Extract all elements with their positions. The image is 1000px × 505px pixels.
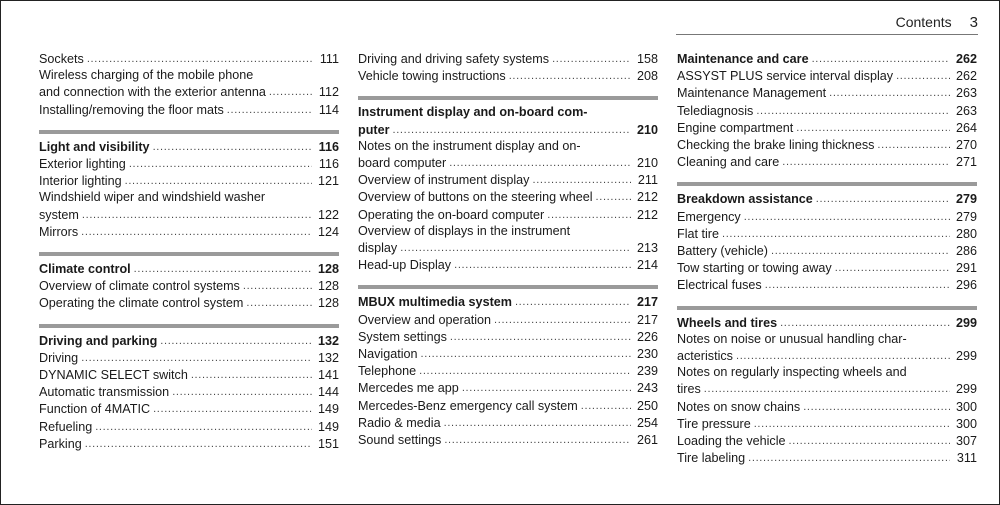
toc-entry[interactable] [677, 84, 977, 101]
toc-page-number: 211 [637, 173, 658, 188]
dot-leader [754, 415, 950, 432]
dot-leader [243, 277, 312, 294]
toc-entry-title: Operating the on-board computer [358, 207, 545, 222]
dot-leader [744, 208, 950, 225]
toc-page-number: 128 [317, 279, 339, 294]
toc-entry-title: Emergency [677, 209, 741, 224]
toc-entry-title: Breakdown assistance [677, 192, 813, 207]
dot-leader [269, 83, 312, 100]
toc-section [358, 50, 658, 84]
toc-entry-title: Checking the brake lining thickness [677, 138, 875, 153]
toc-page-number: 210 [636, 156, 658, 171]
toc-entry-title: Electrical fuses [677, 278, 762, 293]
toc-page-number: 208 [636, 69, 658, 84]
toc-entry-title: DYNAMIC SELECT switch [39, 368, 188, 383]
toc-page-number: 213 [636, 241, 658, 256]
toc-entry-title: Head-up Display [358, 258, 452, 273]
dot-leader [796, 119, 950, 136]
dot-leader [419, 362, 631, 379]
toc-entry-title: Engine compartment [677, 120, 794, 135]
dot-leader [877, 136, 950, 153]
dot-leader [87, 50, 312, 67]
toc-entry[interactable] [358, 50, 658, 67]
page-header [896, 14, 978, 31]
toc-page-number: 296 [955, 278, 977, 293]
toc-page-number: 128 [317, 262, 339, 277]
dot-leader [547, 206, 631, 223]
toc-entry[interactable] [358, 397, 658, 414]
toc-entry[interactable] [39, 418, 339, 435]
toc-entry[interactable] [39, 50, 339, 67]
toc-entry-title: Overview of buttons on the steering wheel [358, 190, 593, 205]
toc-section [677, 306, 977, 467]
toc-entry[interactable] [39, 294, 339, 311]
dot-leader [153, 138, 312, 155]
dot-leader [82, 206, 312, 223]
header-page-number: 3 [969, 14, 978, 31]
toc-entry-title: Driving and driving safety systems [358, 52, 550, 66]
dot-leader [835, 259, 950, 276]
toc-section [677, 182, 977, 293]
toc-entry-title: Mercedes-Benz emergency call system [358, 398, 578, 413]
toc-entry-title: Flat tire [677, 226, 719, 241]
dot-leader [95, 418, 312, 435]
dot-leader [134, 260, 312, 277]
toc-entry-line[interactable]: Windshield wiper and windshield washer [39, 190, 266, 205]
toc-page-number: 299 [955, 349, 977, 364]
dot-leader [581, 397, 631, 414]
toc-page-number: 307 [955, 434, 977, 449]
toc-entry[interactable] [677, 449, 977, 466]
toc-page-number: 122 [317, 207, 339, 222]
toc-entry[interactable] [358, 171, 658, 188]
header-rule [676, 34, 978, 35]
dot-leader [722, 225, 950, 242]
toc-entry[interactable] [677, 153, 977, 170]
toc-page-number: 279 [955, 192, 977, 207]
toc-entry-title: Mirrors [39, 224, 79, 239]
toc-entry-line[interactable]: Overview of displays in the instrument [358, 223, 571, 238]
toc-entry-title: system [39, 207, 79, 222]
toc-entry[interactable] [677, 208, 977, 225]
toc-entry[interactable] [358, 188, 658, 205]
toc-entry-title: Interior lighting [39, 174, 122, 189]
dot-leader [444, 431, 631, 448]
dot-leader [596, 188, 631, 205]
toc-entry-line[interactable]: Wireless charging of the mobile phone [39, 68, 254, 83]
dot-leader [191, 366, 312, 383]
toc-entry[interactable] [39, 155, 339, 172]
toc-page-number: 226 [636, 329, 658, 344]
toc-entry[interactable] [358, 311, 658, 328]
toc-page-number: 291 [955, 261, 977, 276]
dot-leader [816, 190, 950, 207]
toc-entry[interactable] [677, 398, 977, 415]
toc-entry[interactable] [39, 366, 339, 383]
dot-leader [160, 332, 312, 349]
toc-page-number: 124 [317, 224, 339, 239]
toc-column-3 [677, 50, 977, 478]
toc-page-number: 116 [318, 139, 339, 154]
dot-leader [81, 349, 312, 366]
toc-entry-title: Tire pressure [677, 416, 751, 431]
toc-entry[interactable] [677, 225, 977, 242]
toc-page-number: 132 [317, 333, 339, 348]
dot-leader [246, 294, 312, 311]
toc-page-number: 299 [955, 382, 977, 397]
dot-leader [515, 293, 631, 310]
toc-entry-line[interactable]: Notes on noise or unusual handling char- [677, 331, 907, 346]
toc-entry[interactable] [39, 172, 339, 189]
dot-leader [85, 435, 312, 452]
toc-entry-title: System settings [358, 329, 447, 344]
toc-page-number: 250 [636, 398, 658, 413]
toc-entry-title: Sound settings [358, 433, 442, 448]
dot-leader [449, 154, 631, 171]
toc-entry[interactable] [39, 435, 339, 452]
toc-entry[interactable] [39, 383, 339, 400]
dot-leader [765, 276, 950, 293]
toc-entry-title: Operating the climate control system [39, 296, 244, 311]
toc-entry-title: Exterior lighting [39, 157, 126, 172]
toc-entry-title: Tire labeling [677, 451, 746, 466]
toc-entry-title: Automatic transmission [39, 385, 170, 400]
toc-section [39, 252, 339, 312]
toc-entry-title: Telediagnosis [677, 103, 754, 118]
toc-entry[interactable] [677, 102, 977, 119]
dot-leader [756, 102, 950, 119]
toc-page-number: 300 [955, 399, 977, 414]
dot-leader [509, 67, 631, 84]
dot-leader [829, 84, 950, 101]
toc-chapter-heading[interactable] [677, 50, 977, 67]
toc-entry-title: Overview and operation [358, 312, 492, 327]
toc-entry-title: Light and visibility [39, 139, 150, 154]
toc-entry-title: Parking [39, 436, 82, 451]
dot-leader [789, 432, 950, 449]
toc-entry[interactable] [677, 136, 977, 153]
dot-leader [748, 449, 950, 466]
toc-entry-title: Battery (vehicle) [677, 244, 768, 259]
toc-entry[interactable] [677, 259, 977, 276]
toc-entry-title: Overview of instrument display [358, 173, 530, 188]
toc-entry[interactable] [358, 67, 658, 84]
toc-page-number: 149 [317, 402, 339, 417]
toc-page-number: 280 [955, 226, 977, 241]
toc-entry[interactable] [39, 83, 339, 100]
toc-column-2 [358, 50, 658, 460]
toc-chapter-heading[interactable] [358, 121, 658, 138]
toc-entry[interactable] [39, 223, 339, 240]
toc-entry-title: Overview of climate control systems [39, 279, 240, 294]
toc-entry-title: Maintenance and care [677, 52, 809, 66]
toc-entry-title: Sockets [39, 52, 84, 66]
dot-leader [532, 171, 631, 188]
toc-entry[interactable] [677, 242, 977, 259]
toc-entry-title: MBUX multimedia system [358, 295, 512, 310]
dot-leader [462, 379, 631, 396]
toc-page-number: 144 [317, 385, 339, 400]
toc-page-number: 217 [636, 312, 658, 327]
toc-page-number: 264 [955, 120, 977, 135]
toc-page-number: 262 [955, 69, 977, 84]
header-title: Contents [895, 14, 952, 30]
toc-entry[interactable] [677, 67, 977, 84]
toc-page-number: 158 [636, 52, 658, 66]
dot-leader [454, 256, 631, 273]
toc-page-number: 132 [317, 350, 339, 365]
dot-leader [803, 398, 950, 415]
toc-column-1 [39, 50, 339, 464]
dot-leader [421, 345, 631, 362]
toc-entry-title: Cleaning and care [677, 155, 780, 170]
toc-entry[interactable] [358, 362, 658, 379]
toc-entry-title: acteristics [677, 349, 733, 364]
toc-page-number: 279 [955, 209, 977, 224]
toc-page-number: 114 [318, 102, 339, 117]
toc-entry-title: Telephone [358, 364, 417, 379]
toc-entry-title: Mercedes me app [358, 381, 459, 396]
toc-entry[interactable] [39, 101, 339, 118]
toc-entry[interactable] [358, 345, 658, 362]
dot-leader [129, 155, 312, 172]
toc-entry[interactable] [39, 349, 339, 366]
toc-entry-title: Refueling [39, 419, 93, 434]
toc-page-number: 116 [318, 157, 339, 172]
toc-entry-line[interactable]: Instrument display and on-board com- [358, 105, 588, 120]
toc-entry-title: Notes on snow chains [677, 399, 801, 414]
toc-entry[interactable] [677, 380, 977, 397]
toc-entry[interactable] [677, 415, 977, 432]
toc-entry[interactable] [358, 206, 658, 223]
toc-chapter-heading[interactable] [39, 332, 339, 349]
toc-entry-title: Wheels and tires [677, 315, 778, 330]
toc-section [358, 96, 658, 273]
toc-section [39, 130, 339, 240]
toc-page-number: 217 [636, 295, 658, 310]
toc-entry-title: Function of 4MATIC [39, 402, 151, 417]
toc-section [39, 50, 339, 118]
dot-leader [780, 314, 950, 331]
toc-page-number: 263 [955, 103, 977, 118]
dot-leader [450, 328, 631, 345]
toc-entry-title: Installing/removing the floor mats [39, 102, 224, 117]
toc-entry[interactable] [358, 328, 658, 345]
toc-page-number: 214 [636, 258, 658, 273]
toc-chapter-heading[interactable] [677, 314, 977, 331]
toc-entry-title: Tow starting or towing away [677, 261, 832, 276]
toc-page-number: 254 [636, 415, 658, 430]
toc-entry[interactable] [39, 277, 339, 294]
dot-leader [81, 223, 312, 240]
dot-leader [552, 50, 631, 67]
toc-entry-title: puter [358, 122, 390, 137]
toc-entry-title: tires [677, 382, 701, 397]
toc-page-number: 263 [955, 86, 977, 101]
dot-leader [125, 172, 312, 189]
dot-leader [704, 380, 950, 397]
toc-entry[interactable] [677, 432, 977, 449]
toc-entry-title: Driving and parking [39, 333, 158, 348]
toc-page-number: 141 [317, 368, 339, 383]
dot-leader [494, 311, 631, 328]
toc-entry-title: Radio & media [358, 415, 441, 430]
toc-page-number: 151 [317, 436, 339, 451]
toc-entry[interactable] [677, 119, 977, 136]
toc-page-number: 210 [636, 122, 658, 137]
toc-chapter-heading[interactable] [677, 190, 977, 207]
toc-entry-title: Driving [39, 350, 79, 365]
toc-section [358, 285, 658, 448]
toc-entry[interactable] [358, 154, 658, 171]
toc-entry-title: Climate control [39, 262, 131, 277]
toc-page-number: 212 [636, 190, 658, 205]
dot-leader [172, 383, 312, 400]
toc-page-number: 112 [318, 85, 339, 100]
toc-entry[interactable] [677, 276, 977, 293]
dot-leader [782, 153, 950, 170]
toc-section [677, 50, 977, 170]
toc-entry[interactable] [358, 239, 658, 256]
toc-chapter-heading[interactable] [39, 260, 339, 277]
toc-entry-title: Loading the vehicle [677, 434, 786, 449]
toc-page-number: 299 [955, 315, 977, 330]
toc-entry-line[interactable]: Notes on regularly inspecting wheels and [677, 365, 907, 380]
toc-page-number: 230 [636, 347, 658, 362]
dot-leader [896, 67, 950, 84]
toc-entry-line[interactable]: Notes on the instrument display and on- [358, 138, 581, 153]
toc-entry-title: and connection with the exterior antenna [39, 85, 266, 100]
toc-entry-title: display [358, 241, 398, 256]
toc-page-number: 212 [636, 207, 658, 222]
toc-chapter-heading[interactable] [358, 293, 658, 310]
toc-entry[interactable] [677, 347, 977, 364]
toc-page-number: 311 [956, 451, 977, 466]
toc-page-number: 239 [636, 364, 658, 379]
toc-entry-title: Navigation [358, 347, 418, 362]
dot-leader [812, 50, 950, 67]
toc-entry-title: Vehicle towing instructions [358, 69, 506, 84]
toc-section [39, 324, 339, 452]
dot-leader [392, 121, 631, 138]
toc-entry[interactable] [358, 414, 658, 431]
toc-entry-title: Maintenance Management [677, 86, 827, 101]
toc-entry[interactable] [39, 206, 339, 223]
dot-leader [153, 400, 312, 417]
toc-page-number: 111 [319, 52, 339, 66]
toc-page-number: 121 [317, 174, 339, 189]
toc-entry-title: ASSYST PLUS service interval display [677, 69, 894, 84]
toc-entry[interactable] [358, 431, 658, 448]
dot-leader [227, 101, 312, 118]
toc-entry[interactable] [39, 400, 339, 417]
toc-entry[interactable] [358, 379, 658, 396]
dot-leader [444, 414, 631, 431]
dot-leader [736, 347, 950, 364]
dot-leader [400, 239, 631, 256]
toc-page-number: 243 [636, 381, 658, 396]
toc-page-number: 300 [955, 416, 977, 431]
toc-page-number: 261 [636, 433, 658, 448]
toc-entry[interactable] [358, 256, 658, 273]
toc-page-number: 270 [955, 138, 977, 153]
dot-leader [771, 242, 950, 259]
toc-entry-title: board computer [358, 156, 447, 171]
toc-page-number: 271 [955, 155, 977, 170]
toc-page-number: 286 [955, 244, 977, 259]
toc-page-number: 128 [317, 296, 339, 311]
toc-page-number: 149 [317, 419, 339, 434]
toc-chapter-heading[interactable] [39, 138, 339, 155]
toc-page-number: 262 [955, 52, 977, 66]
